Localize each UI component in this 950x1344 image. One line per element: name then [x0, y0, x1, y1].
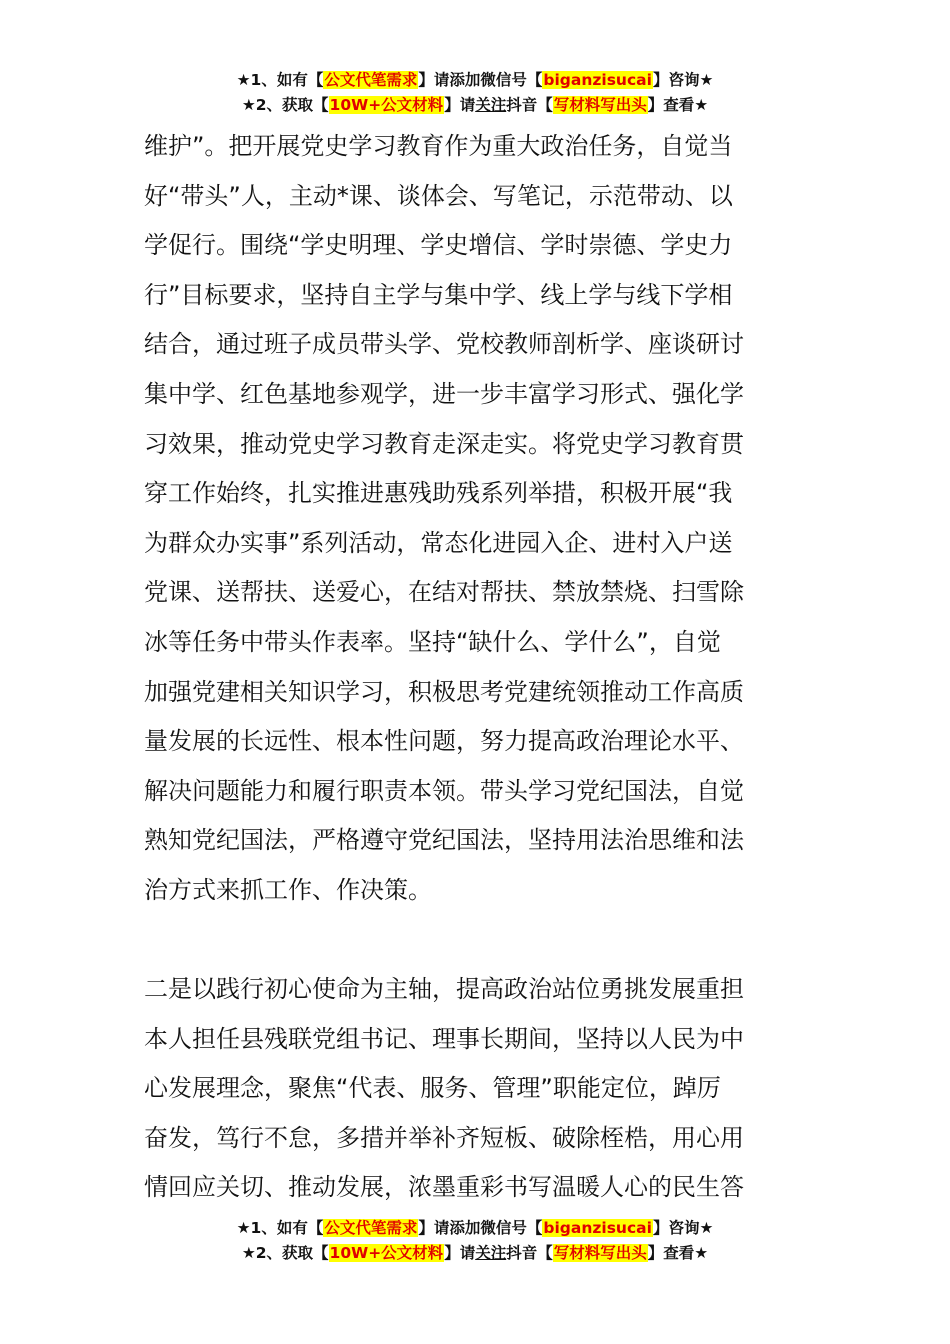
promo-text: 】咨询★ [652, 71, 714, 89]
text-line: 学促行。围绕“学史明理、学史增信、学时崇德、学史力 [144, 231, 733, 260]
promo-text: 抖音【 [506, 1244, 553, 1262]
text-line: 行”目标要求，坚持自主学与集中学、线上学与线下学相 [144, 280, 733, 309]
promo-highlight: 写材料写出头 [553, 1244, 647, 1262]
promo-text: 】查看★ [647, 96, 709, 114]
promo-line-1 [0, 68, 950, 93]
promo-text: 抖音【 [506, 96, 553, 114]
text-line: 结合，通过班子成员带头学、党校教师剖析学、座谈研讨 [144, 330, 744, 359]
promo-text: 】查看★ [647, 1244, 709, 1262]
header-promo-banner [0, 68, 950, 118]
promo-highlight: 公文代笔需求 [324, 1219, 418, 1237]
promo-line-2 [0, 93, 950, 118]
text-line: 解决问题能力和履行职责本领。带头学习党纪国法，自觉 [144, 776, 744, 805]
promo-highlight: 10W+公文材料 [329, 1244, 444, 1262]
promo-text: ★2、获取【 [241, 96, 329, 114]
promo-text: 】请 [444, 96, 476, 114]
text-line: 本人担任县残联党组书记、理事长期间，坚持以人民为中 [144, 1024, 744, 1053]
text-line: 治方式来抓工作、作决策。 [144, 875, 432, 904]
paragraph-2 [144, 965, 816, 1213]
text-line: 奋发，笃行不怠，多措并举补齐短板、破除桎梏，用心用 [144, 1123, 744, 1152]
text-line: 心发展理念，聚焦“代表、服务、管理”职能定位，踔厉 [144, 1074, 721, 1103]
promo-highlight: 10W+公文材料 [329, 96, 444, 114]
promo-highlight: 写材料写出头 [553, 96, 647, 114]
footer-promo-banner [0, 1216, 950, 1266]
text-line: 维护”。把开展党史学习教育作为重大政治任务，自觉当 [144, 132, 733, 160]
promo-text: ★1、如有【 [236, 1219, 324, 1237]
text-line: 量发展的长远性、根本性问题，努力提高政治理论水平、 [144, 727, 744, 756]
promo-underlined: 关注 [475, 96, 507, 114]
text-line: 好“带头”人，主动*课、谈体会、写笔记，示范带动、以 [144, 181, 733, 210]
wechat-id-highlight: biganzisucai [543, 1219, 652, 1237]
promo-text: 】咨询★ [652, 1219, 714, 1237]
text-line: 熟知党纪国法，严格遵守党纪国法，坚持用法治思维和法 [144, 826, 744, 855]
text-line: 为群众办实事”系列活动，常态化进园入企、进村入户送 [144, 528, 733, 557]
promo-text: 】请添加微信号【 [418, 1219, 543, 1237]
text-line: 冰等任务中带头作表率。坚持“缺什么、学什么”，自觉 [144, 627, 721, 656]
text-line: 集中学、红色基地参观学，进一步丰富学习形式、强化学 [144, 379, 744, 408]
section-heading-line: 二是以践行初心使命为主轴，提高政治站位勇挑发展重担 [144, 975, 744, 1004]
promo-text: ★1、如有【 [236, 71, 324, 89]
text-line: 党课、送帮扶、送爱心，在结对帮扶、禁放禁烧、扫雪除 [144, 578, 744, 607]
promo-text: 】请添加微信号【 [418, 71, 543, 89]
promo-highlight: 公文代笔需求 [324, 71, 418, 89]
promo-underlined: 关注 [475, 1244, 507, 1262]
text-line: 穿工作始终，扎实推进惠残助残系列举措，积极开展“我 [144, 479, 733, 508]
wechat-id-highlight: biganzisucai [543, 71, 652, 89]
document-body [144, 122, 816, 1213]
paragraph-gap [144, 916, 816, 966]
promo-text: 】请 [444, 1244, 476, 1262]
text-line: 习效果，推动党史学习教育走深走实。将党史学习教育贯 [144, 429, 744, 458]
text-line: 情回应关切、推动发展，浓墨重彩书写温暖人心的民生答 [144, 1173, 744, 1202]
text-line: 加强党建相关知识学习，积极思考党建统领推动工作高质 [144, 677, 744, 706]
promo-line-2 [0, 1241, 950, 1266]
promo-text: ★2、获取【 [241, 1244, 329, 1262]
paragraph-1 [144, 122, 816, 916]
promo-line-1 [0, 1216, 950, 1241]
